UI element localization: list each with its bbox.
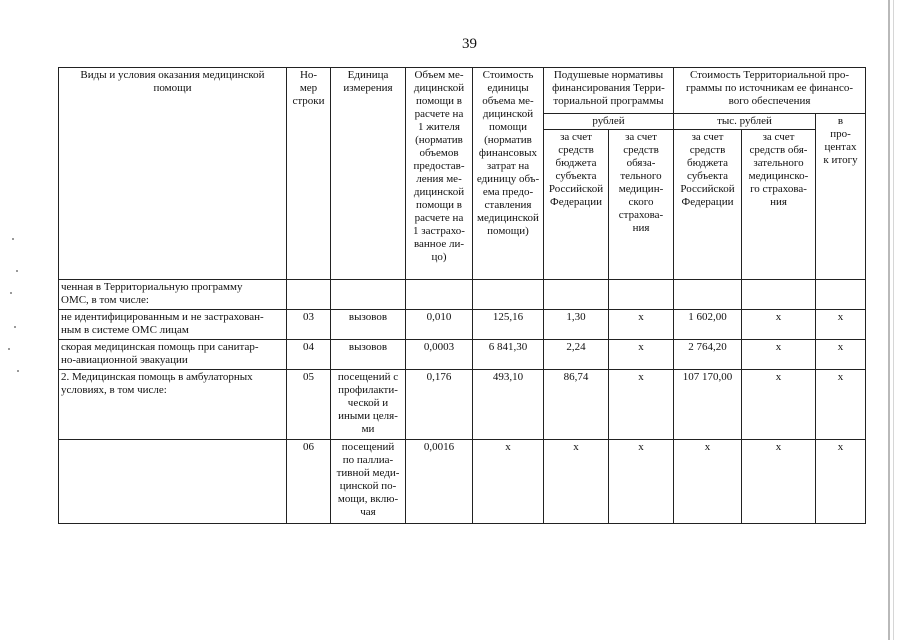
row-line: 03 (287, 310, 331, 340)
row-volume: 0,010 (406, 310, 473, 340)
row-name: не идентифицированным и не застрахован- ным в системе ОМС лицам (59, 310, 287, 340)
row-unit: вызовов (331, 340, 406, 370)
row-line: 04 (287, 340, 331, 370)
row-cost: 125,16 (473, 310, 544, 340)
row-cost-budget: 107 170,00 (674, 370, 742, 440)
row-cost: х (473, 440, 544, 524)
page-edge-line (888, 0, 890, 640)
row-line: 06 (287, 440, 331, 524)
row-percent (816, 280, 866, 310)
header-norm-budget: за счет средств бюджета субъекта Российской Федерации (544, 130, 609, 280)
header-cost-budget: за счет средств бюджета субъекта Российской Федерации (674, 130, 742, 280)
financing-table (58, 67, 866, 524)
row-name: ченная в Территориальную программу ОМС, в том числе: (59, 280, 287, 310)
header-per-capita-norms: Подушевые нормативы финансирования Терри- ториальной программы (544, 68, 674, 114)
header-cost-oms: за счет средств обя- зательного медицинско- го страхова- ния (742, 130, 816, 280)
row-norm-oms: х (609, 340, 674, 370)
row-cost (473, 280, 544, 310)
table-row (59, 280, 866, 310)
row-cost-oms: х (742, 370, 816, 440)
row-cost-oms: х (742, 340, 816, 370)
row-unit: посещений по паллиа- тивной меди- цинской по- мощи, вклю- чая (331, 440, 406, 524)
header-percent: в про- центах к итогу (816, 114, 866, 280)
header-norm-oms: за счет средств обяза- тельного медицин- ского страхова- ния (609, 130, 674, 280)
header-unit-cost: Стоимость единицы объема ме- дицинской помощи (норматив финансовых затрат на единицу объ- ема предо- ставления медицинской помощи) (473, 68, 544, 280)
row-norm-oms (609, 280, 674, 310)
row-unit: посещений с профилакти- ческой и иными целя- ми (331, 370, 406, 440)
row-percent: х (816, 310, 866, 340)
row-norm-budget: 1,30 (544, 310, 609, 340)
table-row (59, 310, 866, 340)
table-row (59, 370, 866, 440)
row-cost-oms: х (742, 440, 816, 524)
row-norm-budget: х (544, 440, 609, 524)
row-cost-budget: 1 602,00 (674, 310, 742, 340)
header-program-cost: Стоимость Территориальной про- граммы по источникам ее финансо- вого обеспечения (674, 68, 866, 114)
row-volume: 0,0016 (406, 440, 473, 524)
row-norm-oms: х (609, 440, 674, 524)
row-percent: х (816, 440, 866, 524)
row-cost-budget: 2 764,20 (674, 340, 742, 370)
table-row (59, 340, 866, 370)
header-unit: Единица измерения (331, 68, 406, 280)
header-service-type: Виды и условия оказания медицинской помощи (59, 68, 287, 280)
row-cost-oms (742, 280, 816, 310)
row-norm-oms: х (609, 370, 674, 440)
row-unit: вызовов (331, 310, 406, 340)
header-unit-thousand-rubles: тыс. рублей (674, 114, 816, 130)
row-name: скорая медицинская помощь при санитар- но-авиационной эвакуации (59, 340, 287, 370)
page-number: 39 (462, 36, 477, 52)
row-volume (406, 280, 473, 310)
row-norm-budget: 86,74 (544, 370, 609, 440)
row-cost-oms: х (742, 310, 816, 340)
table-row (59, 440, 866, 524)
header-unit-rubles: рублей (544, 114, 674, 130)
row-volume: 0,176 (406, 370, 473, 440)
row-unit (331, 280, 406, 310)
header-volume: Объем ме- дицинской помощи в расчете на 1 жителя (норматив объемов предостав- ления ме- дицинской помощи в расчете на 1 застрахо- ванное ли- цо) (406, 68, 473, 280)
header-line-number: Но- мер строки (287, 68, 331, 280)
row-norm-budget: 2,24 (544, 340, 609, 370)
row-norm-budget (544, 280, 609, 310)
row-percent: х (816, 370, 866, 440)
page-edge-line-secondary (893, 0, 894, 640)
row-name: 2. Медицинская помощь в амбулаторных условиях, в том числе: (59, 370, 287, 440)
row-cost: 6 841,30 (473, 340, 544, 370)
row-norm-oms: х (609, 310, 674, 340)
row-line (287, 280, 331, 310)
scan-specks (2, 230, 22, 380)
row-line: 05 (287, 370, 331, 440)
row-cost-budget (674, 280, 742, 310)
row-percent: х (816, 340, 866, 370)
row-cost: 493,10 (473, 370, 544, 440)
row-volume: 0,0003 (406, 340, 473, 370)
row-name (59, 440, 287, 524)
row-cost-budget: х (674, 440, 742, 524)
